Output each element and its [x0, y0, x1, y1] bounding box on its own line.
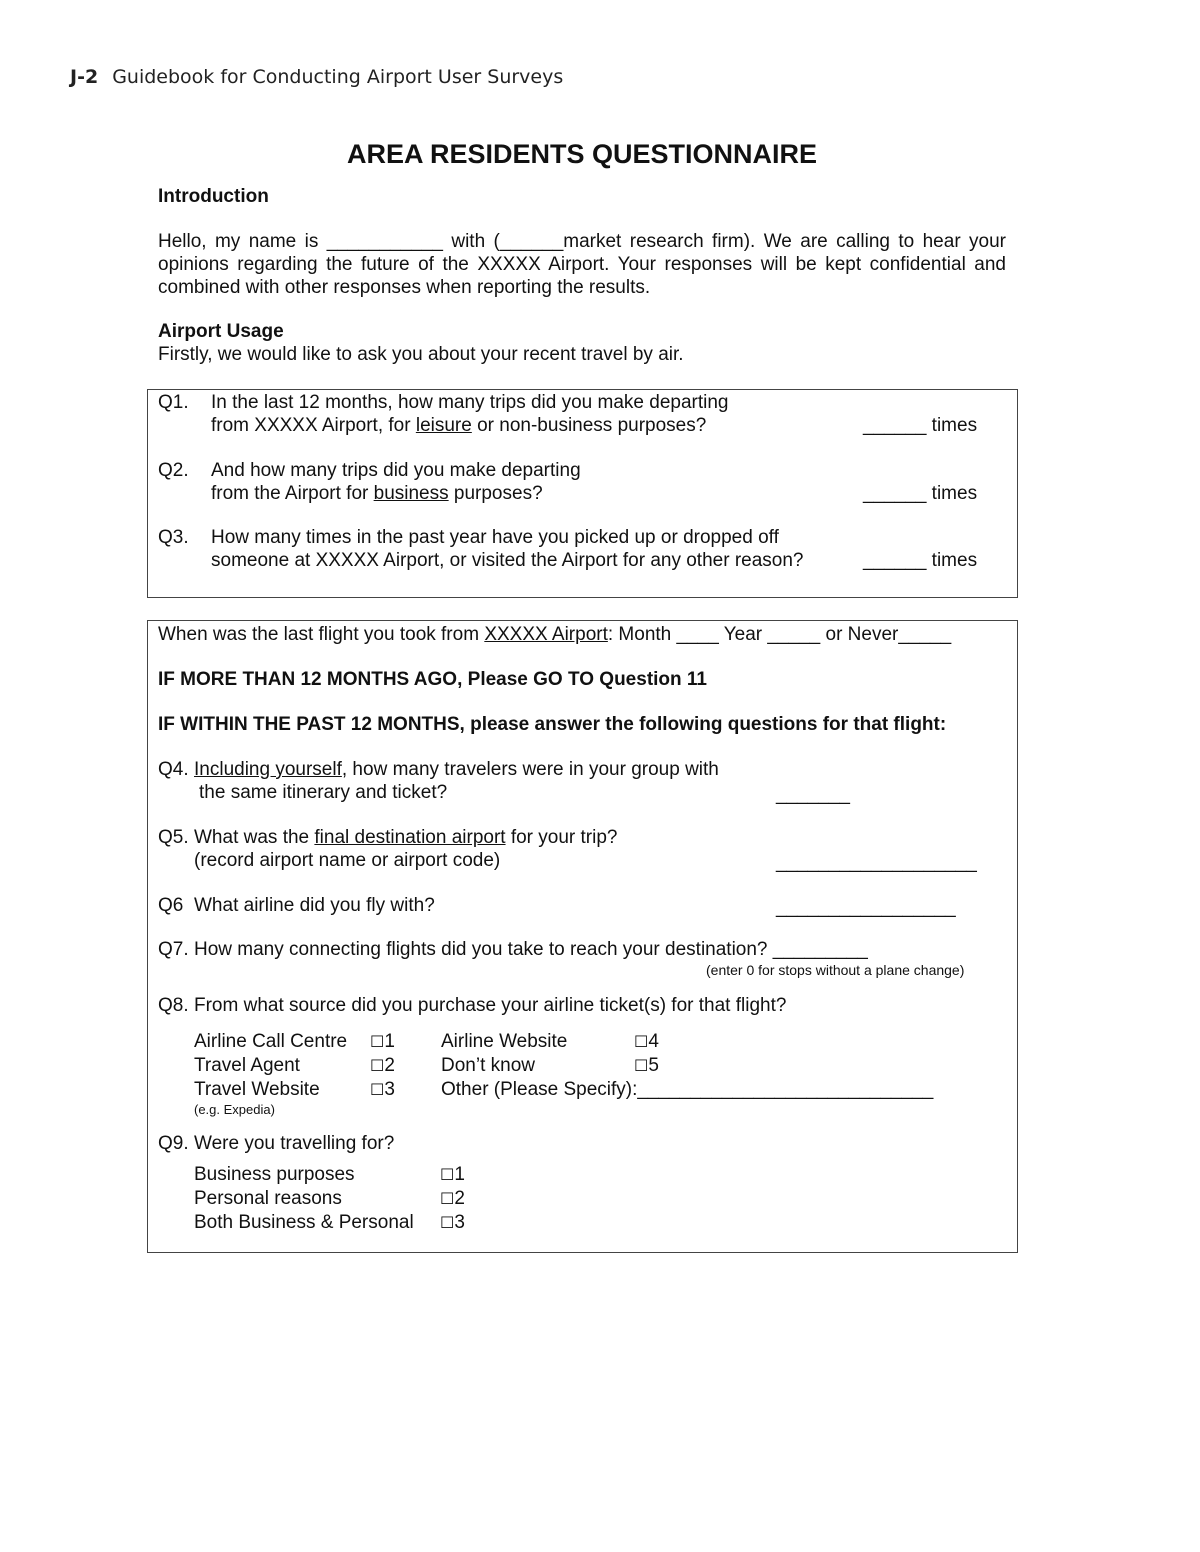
q7-text[interactable]: How many connecting flights did you take to reach your destination? _________: [194, 939, 868, 960]
q8-option-label: Travel Website: [194, 1079, 320, 1100]
q6-number: Q6: [158, 895, 184, 916]
q2-line-1: And how many trips did you make departing: [211, 460, 581, 481]
q8-option-label: Travel Agent: [194, 1055, 300, 1076]
q1-number: Q1.: [158, 392, 189, 413]
q5-line-2: (record airport name or airport code): [194, 850, 501, 871]
q9-text: Were you travelling for?: [194, 1133, 395, 1154]
q6-answer-field[interactable]: _________________: [776, 897, 956, 918]
q3-line-2: someone at XXXXX Airport, or visited the Airport for any other reason?: [211, 550, 804, 571]
page-number: J-2: [70, 66, 99, 88]
q8-other-field[interactable]: Other (Please Specify):____________________________: [441, 1079, 934, 1100]
q2-line-2: from the Airport for business purposes?: [211, 483, 543, 504]
last-flight-question: When was the last flight you took from XXXXX Airport: Month ____ Year _____ or Never_____: [158, 624, 952, 645]
q8-option-checkbox[interactable]: ☐4: [634, 1031, 659, 1052]
q2-answer-field[interactable]: ______ times: [863, 483, 978, 504]
q8-example: (e.g. Expedia): [194, 1102, 275, 1117]
q7-number: Q7.: [158, 939, 189, 960]
q8-text: From what source did you purchase your airline ticket(s) for that flight?: [194, 995, 787, 1016]
q8-option-label: Don’t know: [441, 1055, 535, 1076]
q9-option-checkbox[interactable]: ☐1: [440, 1164, 465, 1185]
q8-option-label: Airline Website: [441, 1031, 568, 1052]
instruction-within-12-months: IF WITHIN THE PAST 12 MONTHS, please answer the following questions for that flight:: [158, 714, 947, 735]
q9-option-label: Business purposes: [194, 1164, 355, 1185]
q9-option-checkbox[interactable]: ☐2: [440, 1188, 465, 1209]
checkbox-icon[interactable]: ☐: [370, 1032, 385, 1051]
q4-number: Q4.: [158, 759, 189, 780]
checkbox-icon[interactable]: ☐: [440, 1213, 455, 1232]
q5-answer-field[interactable]: ___________________: [776, 852, 977, 873]
q3-line-1: How many times in the past year have you picked up or dropped off: [211, 527, 779, 548]
q8-option-checkbox[interactable]: ☐3: [370, 1079, 395, 1100]
intro-line-3: combined with other responses when reporting the results.: [158, 277, 651, 298]
checkbox-icon[interactable]: ☐: [634, 1032, 649, 1051]
q4-line-1: Including yourself, how many travelers were in your group with: [194, 759, 719, 780]
instruction-more-than-12-months: IF MORE THAN 12 MONTHS AGO, Please GO TO Question 11: [158, 669, 707, 690]
page-header: [70, 66, 563, 88]
checkbox-icon[interactable]: ☐: [440, 1165, 455, 1184]
q9-number: Q9.: [158, 1133, 189, 1154]
q4-answer-field[interactable]: _______: [776, 784, 850, 805]
q1-line-2: from XXXXX Airport, for leisure or non-business purposes?: [211, 415, 707, 436]
q9-option-label: Personal reasons: [194, 1188, 342, 1209]
q8-option-checkbox[interactable]: ☐1: [370, 1031, 395, 1052]
q8-option-checkbox[interactable]: ☐5: [634, 1055, 659, 1076]
q9-option-label: Both Business & Personal: [194, 1212, 414, 1233]
q6-text: What airline did you fly with?: [194, 895, 435, 916]
intro-line-2: opinions regarding the future of the XXXXX Airport. Your responses will be kept confidential and: [158, 254, 1006, 275]
q7-note: (enter 0 for stops without a plane change): [706, 962, 965, 978]
introduction-heading: Introduction: [158, 186, 269, 207]
q5-line-1: What was the final destination airport for your trip?: [194, 827, 618, 848]
q1-answer-field[interactable]: ______ times: [863, 415, 978, 436]
airport-usage-text: Firstly, we would like to ask you about your recent travel by air.: [158, 344, 684, 365]
q4-line-2: the same itinerary and ticket?: [199, 782, 448, 803]
q3-number: Q3.: [158, 527, 189, 548]
introduction-text: [158, 230, 1006, 299]
intro-line-1: Hello, my name is ___________ with (______market research firm). We are calling to hear your: [158, 231, 1006, 252]
checkbox-icon[interactable]: ☐: [370, 1080, 385, 1099]
q1-line-1: In the last 12 months, how many trips did you make departing: [211, 392, 729, 413]
book-title: Guidebook for Conducting Airport User Surveys: [112, 66, 564, 88]
checkbox-icon[interactable]: ☐: [634, 1056, 649, 1075]
q5-number: Q5.: [158, 827, 189, 848]
document-title: AREA RESIDENTS QUESTIONNAIRE: [346, 139, 818, 169]
q2-number: Q2.: [158, 460, 189, 481]
q8-option-label: Airline Call Centre: [194, 1031, 348, 1052]
airport-usage-heading: Airport Usage: [158, 321, 284, 342]
q9-option-checkbox[interactable]: ☐3: [440, 1212, 465, 1233]
checkbox-icon[interactable]: ☐: [440, 1189, 455, 1208]
q8-option-checkbox[interactable]: ☐2: [370, 1055, 395, 1076]
checkbox-icon[interactable]: ☐: [370, 1056, 385, 1075]
q3-answer-field[interactable]: ______ times: [863, 550, 978, 571]
q8-number: Q8.: [158, 995, 189, 1016]
